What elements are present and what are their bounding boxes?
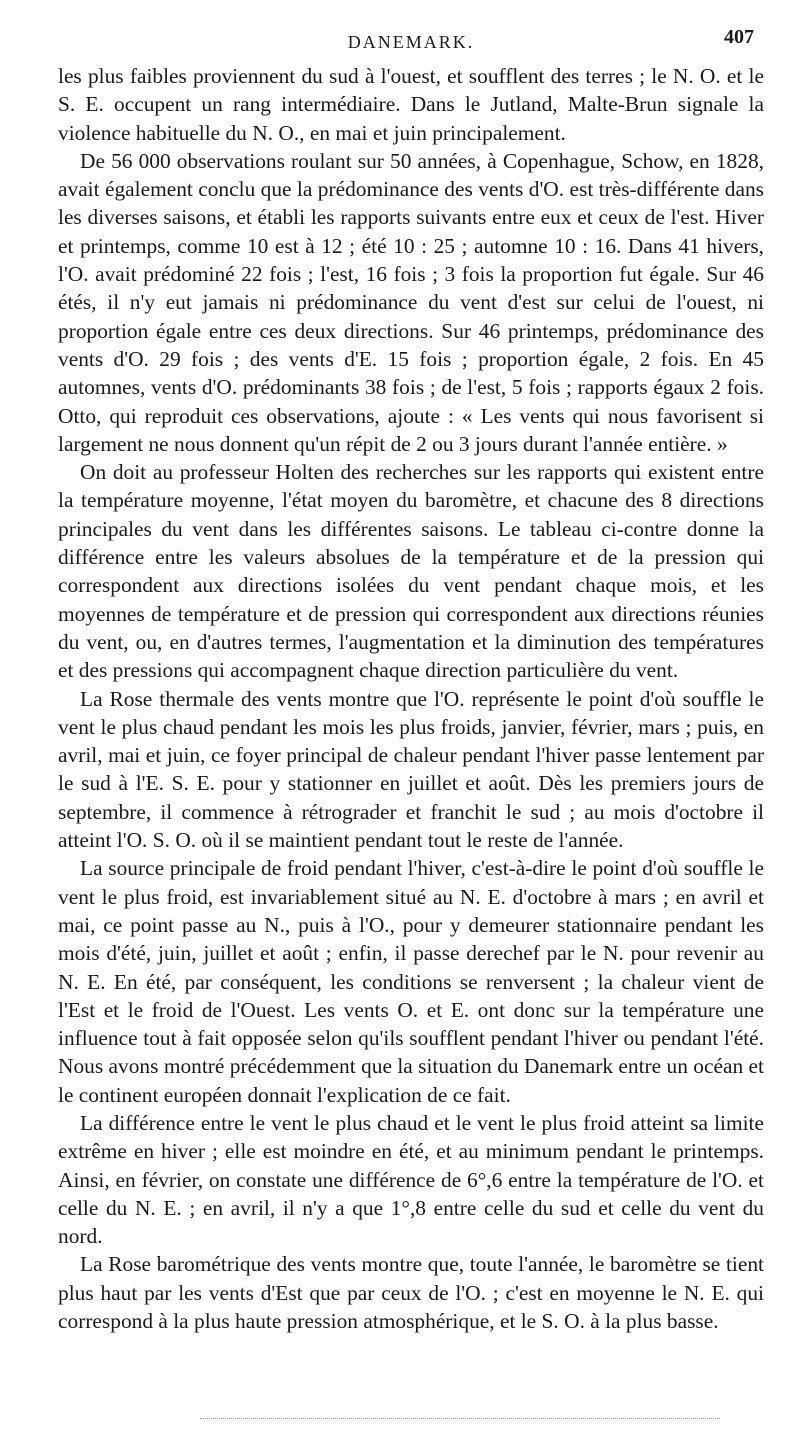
paragraph-6: La différence entre le vent le plus chaud et le vent le plus froid atteint sa limite extrême en hiver ; elle est moindre en été, et au minimum pendant le printemps. Ainsi, en février, on constate une différence de 6°,6 entre la température de l'O. et celle du N. E. ; en avril, il n'y a que 1°,8 entre celle du sud et celle du vent du nord. (58, 1110, 764, 1249)
paragraph-2: De 56 000 observations roulant sur 50 années, à Copenhague, Schow, en 1828, avait également conclu que la prédominance des vents d'O. est très-différente dans les diverses saisons, et établi les rapports suivants entre eux et ceux de l'est. Hiver et printemps, comme 10 est à 12 ; été 10 : 25 ; automne 10 : 16. Dans 41 hivers, l'O. avait prédominé 22 fois ; l'est, 16 fois ; 3 fois la proportion fut égale. Sur 46 étés, il n'y eut jamais ni prédominance du vent d'est sur celui de l'ouest, ni proportion égale entre ces deux directions. Sur 46 printemps, prédominance des vents d'O. 29 fois ; des vents d'E. 15 fois ; proportion égale, 2 fois. En 45 automnes, vents d'O. prédominants 38 fois ; de l'est, 5 fois ; rapports égaux 2 fois. Otto, qui reproduit ces observations, ajoute : « Les vents qui nous favorisent si largement ne nous donnent qu'un répit de 2 ou 3 jours durant l'année entière. » (58, 148, 764, 456)
paragraph-7: La Rose barométrique des vents montre que, toute l'année, le baromètre se tient plus haut par les vents d'Est que par ceux de l'O. ; c'est en moyenne le N. E. qui correspond à la plus haute pression atmosphérique, et le S. O. à la plus basse. (58, 1252, 764, 1334)
paragraph-1: les plus faibles proviennent du sud à l'ouest, et soufflent des terres ; le N. O. et le S. E. occupent un rang intermédiaire. Dans le Jutland, Malte-Brun signale la violence habituelle du N. O., en mai et juin principalement. (58, 64, 764, 145)
paragraph-5: La source principale de froid pendant l'hiver, c'est-à-dire le point d'où souffle le vent le plus froid, est invariablement situé au N. E. d'octobre à mars ; en avril et mai, ce point passe au N., puis à l'O., pour y demeurer stationnaire pendant les mois d'été, juin, juillet et août ; enfin, il passe derechef par le N. pour revenir au N. E. En été, par conséquent, les conditions se renversent ; la chaleur vient de l'Est et le froid de l'Ouest. Les vents O. et E. ont donc sur la température une influence tout à fait opposée selon qu'ils soufflent pendant l'hiver ou pendant l'été. Nous avons montré précédemment que la situation du Danemark entre un océan et le continent européen donnait l'explication de ce fait. (58, 856, 764, 1107)
running-title: DANEMARK. (347, 32, 475, 52)
page-header (58, 26, 764, 62)
paragraph-3: On doit au professeur Holten des recherches sur les rapports qui existent entre la température moyenne, l'état moyen du baromètre, et chacune des 8 directions principales du vent dans les différentes saisons. Le tableau ci-contre donne la différence entre les valeurs absolues de la température et de la pression qui correspondent aux directions isolées du vent pendant chaque mois, et les moyennes de température et de pression qui correspondent aux directions réunies du vent, ou, en d'autres termes, l'augmentation et la diminution des températures et des pressions qui accompagnent chaque direction particulière du vent. (58, 460, 764, 683)
book-page (58, 26, 764, 1335)
body-text (58, 62, 764, 1335)
paragraph-4: La Rose thermale des vents montre que l'O. représente le point d'où souffle le vent le plus chaud pendant les mois les plus froids, janvier, février, mars ; puis, en avril, mai et juin, ce foyer principal de chaleur pendant l'hiver passe lentement par le sud à l'E. S. E. pour y stationner en juillet et août. Dès les premiers jours de septembre, il commence à rétrograder et franchit le sud ; au mois d'octobre il atteint l'O. S. O. où il se maintient pendant tout le reste de l'année. (58, 686, 764, 853)
footer-rule (200, 1418, 720, 1419)
page-number: 407 (724, 26, 754, 48)
